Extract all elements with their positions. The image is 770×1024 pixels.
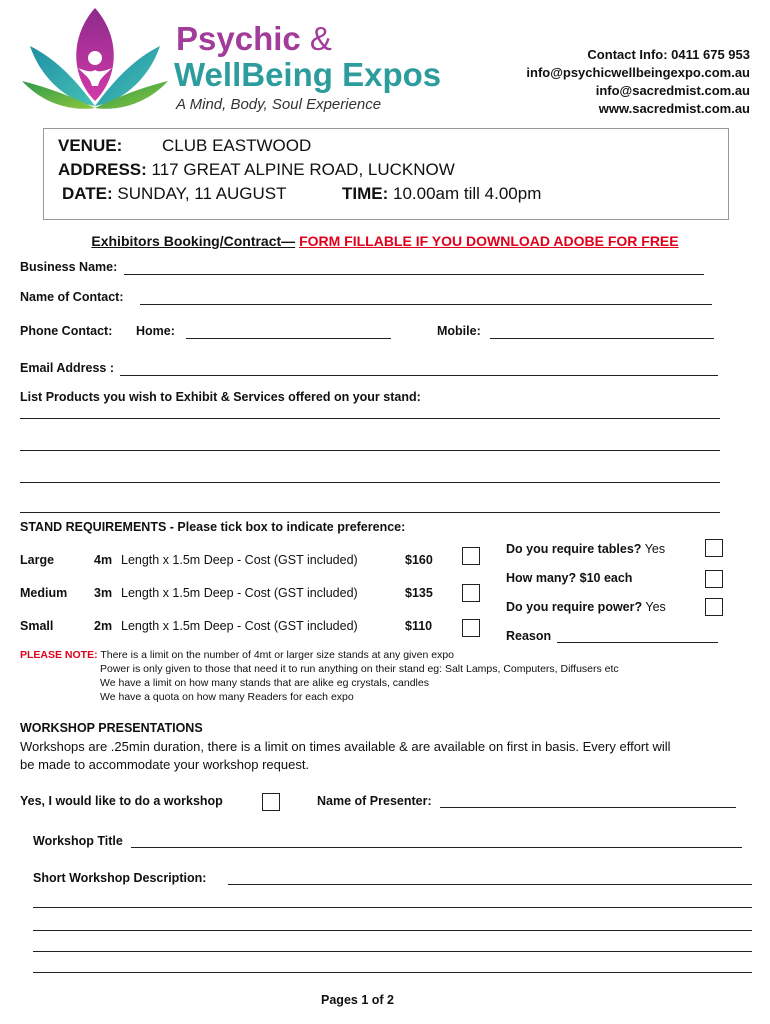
contact-block: [526, 46, 750, 118]
reason-label: [506, 629, 551, 643]
medium-stand-checkbox[interactable]: [462, 584, 480, 602]
brand-title-line1: Psychic &: [176, 20, 332, 57]
mobile-label: Mobile:: [437, 324, 481, 338]
workshop-description-line-2[interactable]: [33, 907, 752, 908]
products-label: List Products you wish to Exhibit & Services offered on your stand:: [20, 390, 421, 404]
reason-field[interactable]: [557, 642, 718, 643]
small-stand-checkbox[interactable]: [462, 619, 480, 637]
stand-length: 2m: [94, 619, 113, 633]
note-line-4: We have a quota on how many Readers for each expo: [100, 691, 354, 703]
venue-box: [43, 128, 729, 220]
products-line-3[interactable]: [20, 482, 720, 483]
business-name-field[interactable]: [124, 274, 704, 275]
contract-title-text: Exhibitors Booking/Contract—: [91, 233, 296, 249]
workshop-description-line-1[interactable]: [228, 884, 752, 885]
stand-price: $160: [405, 553, 433, 567]
time-row: [342, 184, 541, 204]
please-note-block: [20, 648, 619, 704]
note-line-3: We have a limit on how many stands that are alike eg crystals, candles: [100, 677, 429, 689]
date-label: DATE:: [62, 184, 113, 203]
presenter-field[interactable]: [440, 807, 736, 808]
lotus-logo: [20, 6, 170, 116]
mobile-field[interactable]: [490, 338, 714, 339]
how-many-checkbox[interactable]: [705, 570, 723, 588]
contact-email-1: info@psychicwellbeingexpo.com.au: [526, 65, 750, 80]
stand-price: $110: [405, 619, 433, 633]
tables-question-text: Do you require tables?: [506, 542, 642, 556]
workshop-description-line-3[interactable]: [33, 930, 752, 931]
power-question: [506, 600, 666, 614]
home-phone-field[interactable]: [186, 338, 391, 339]
workshop-yes-label: Yes, I would like to do a workshop: [20, 794, 223, 808]
note-line-1: [20, 648, 619, 662]
date-row: [62, 184, 287, 204]
products-line-2[interactable]: [20, 450, 720, 451]
stand-length: 3m: [94, 586, 113, 600]
contact-email-2: info@sacredmist.com.au: [595, 83, 750, 98]
products-line-1[interactable]: [20, 418, 720, 419]
presenter-label: Name of Presenter:: [317, 794, 432, 808]
brand-ampersand: &: [309, 20, 332, 57]
stand-requirements-heading: STAND REQUIREMENTS - Please tick box to indicate preference:: [20, 520, 406, 534]
power-answer: Yes: [645, 600, 666, 614]
brand-title-line2: WellBeing Expos: [174, 56, 442, 93]
phone-contact-label: Phone Contact:: [20, 324, 113, 338]
workshop-heading: WORKSHOP PRESENTATIONS: [20, 721, 203, 735]
time-label: TIME:: [342, 184, 389, 203]
how-many-text: How many? $10 each: [506, 571, 633, 585]
stand-size: Medium: [20, 586, 68, 600]
contact-name-label: Name of Contact:: [20, 290, 124, 304]
workshop-description-label: Short Workshop Description:: [33, 871, 207, 885]
stand-size: Small: [20, 619, 54, 633]
stand-price: $135: [405, 586, 433, 600]
products-line-4[interactable]: [20, 512, 720, 513]
note-line-2: Power is only given to those that need it to run anything on their stand eg: Salt Lamps, Computers, Diffusers etc: [100, 663, 619, 675]
stand-size: Large: [20, 553, 55, 567]
how-many-tables: [506, 571, 632, 585]
stand-desc: Length x 1.5m Deep - Cost (GST included): [121, 619, 358, 633]
stand-desc: Length x 1.5m Deep - Cost (GST included): [121, 553, 358, 567]
reason-text: Reason: [506, 629, 552, 643]
form-fillable-note: FORM FILLABLE IF YOU DOWNLOAD ADOBE FOR FREE: [299, 233, 679, 249]
stand-length: 4m: [94, 553, 113, 567]
address-value: 117 GREAT ALPINE ROAD, LUCKNOW: [151, 160, 455, 179]
email-label: Email Address :: [20, 361, 115, 375]
brand-tagline: A Mind, Body, Soul Experience: [176, 96, 382, 113]
workshop-title-field[interactable]: [131, 847, 742, 848]
contact-website: www.sacredmist.com.au: [598, 101, 750, 116]
workshop-paragraph-line-2: be made to accommodate your workshop request.: [20, 757, 310, 772]
large-stand-checkbox[interactable]: [462, 547, 480, 565]
workshop-description-line-4[interactable]: [33, 951, 752, 952]
contract-title: [0, 233, 770, 249]
address-label: ADDRESS:: [58, 160, 147, 179]
workshop-paragraph-line-1: Workshops are .25min duration, there is a limit on times available & are available on first in basis. Every effort will: [20, 739, 671, 754]
tables-answer: Yes: [644, 542, 666, 556]
note-line-1-text: There is a limit on the number of 4mt or larger size stands at any given expo: [100, 649, 455, 661]
tables-question: [506, 542, 665, 556]
power-checkbox[interactable]: [705, 598, 723, 616]
venue-label: VENUE:: [58, 136, 123, 155]
contact-name-field[interactable]: [140, 304, 712, 305]
venue-row: [58, 136, 312, 156]
stand-desc: Length x 1.5m Deep - Cost (GST included): [121, 586, 358, 600]
power-question-text: Do you require power?: [506, 600, 643, 614]
contact-phone: Contact Info: 0411 675 953: [587, 47, 750, 62]
address-row: [58, 160, 455, 180]
workshop-yes-checkbox[interactable]: [262, 793, 280, 811]
home-phone-label: Home:: [136, 324, 175, 338]
time-value: 10.00am till 4.00pm: [393, 184, 542, 203]
business-name-label: Business Name:: [20, 260, 118, 274]
workshop-title-label: Workshop Title: [33, 834, 123, 848]
tables-checkbox[interactable]: [705, 539, 723, 557]
venue-value: CLUB EASTWOOD: [162, 136, 312, 155]
email-field[interactable]: [120, 375, 718, 376]
please-note-label: PLEASE NOTE:: [20, 649, 98, 661]
page-number: Pages 1 of 2: [321, 993, 394, 1007]
date-value: SUNDAY, 11 AUGUST: [117, 184, 287, 203]
workshop-description-line-5[interactable]: [33, 972, 752, 973]
